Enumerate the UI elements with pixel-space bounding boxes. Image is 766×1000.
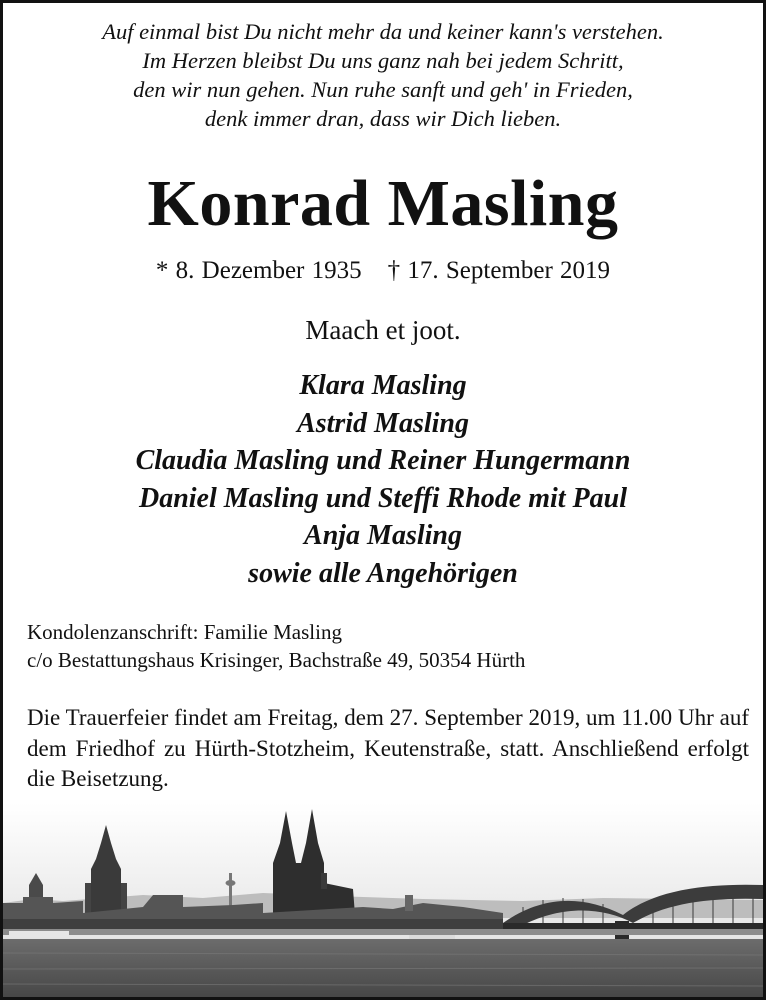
mourner-entry: Claudia Masling und Reiner Hungermann bbox=[135, 445, 631, 476]
life-dates bbox=[3, 254, 763, 288]
boat bbox=[9, 931, 69, 937]
poem-line: den wir nun gehen. Nun ruhe sanft und geh' in Frieden, bbox=[133, 77, 633, 102]
mourner-entry: Daniel Masling und Steffi Rhode mit Paul bbox=[138, 482, 628, 514]
mourner-entry: Astrid Masling bbox=[297, 407, 469, 439]
death-date: † 17. September 2019 bbox=[387, 257, 611, 284]
riverbank bbox=[3, 919, 503, 929]
birth-date: * 8. Dezember 1935 bbox=[155, 257, 362, 284]
address-line: Kondolenzanschrift: Familie Masling bbox=[27, 620, 342, 644]
memorial-poem bbox=[3, 17, 763, 133]
mourners-list bbox=[3, 367, 763, 592]
poem-line: denk immer dran, dass wir Dich lieben. bbox=[204, 106, 562, 131]
deceased-name: Konrad Masling bbox=[147, 167, 619, 240]
poem-line: Im Herzen bleibst Du uns ganz nah bei jedem Schritt, bbox=[142, 48, 624, 73]
cologne-skyline-image bbox=[3, 803, 763, 997]
condolence-address bbox=[27, 618, 747, 674]
farewell-motto: Maach et joot. bbox=[305, 315, 461, 345]
address-line: c/o Bestattungshaus Krisinger, Bachstraße 49, 50354 Hürth bbox=[27, 648, 526, 672]
poem-line: Auf einmal bist Du nicht mehr da und keiner kann's verstehen. bbox=[102, 19, 664, 44]
mourner-entry: Klara Masling bbox=[299, 370, 467, 401]
funeral-service-info: Die Trauerfeier findet am Freitag, dem 27. September 2019, um 11.00 Uhr auf dem Friedhof zu Hürth-Stotzheim, Keutenstraße, statt. Anschließend erfolgt die Beisetzung. bbox=[27, 705, 749, 791]
mourner-entry: sowie alle Angehörigen bbox=[248, 557, 518, 589]
mourner-entry: Anja Masling bbox=[304, 520, 462, 551]
